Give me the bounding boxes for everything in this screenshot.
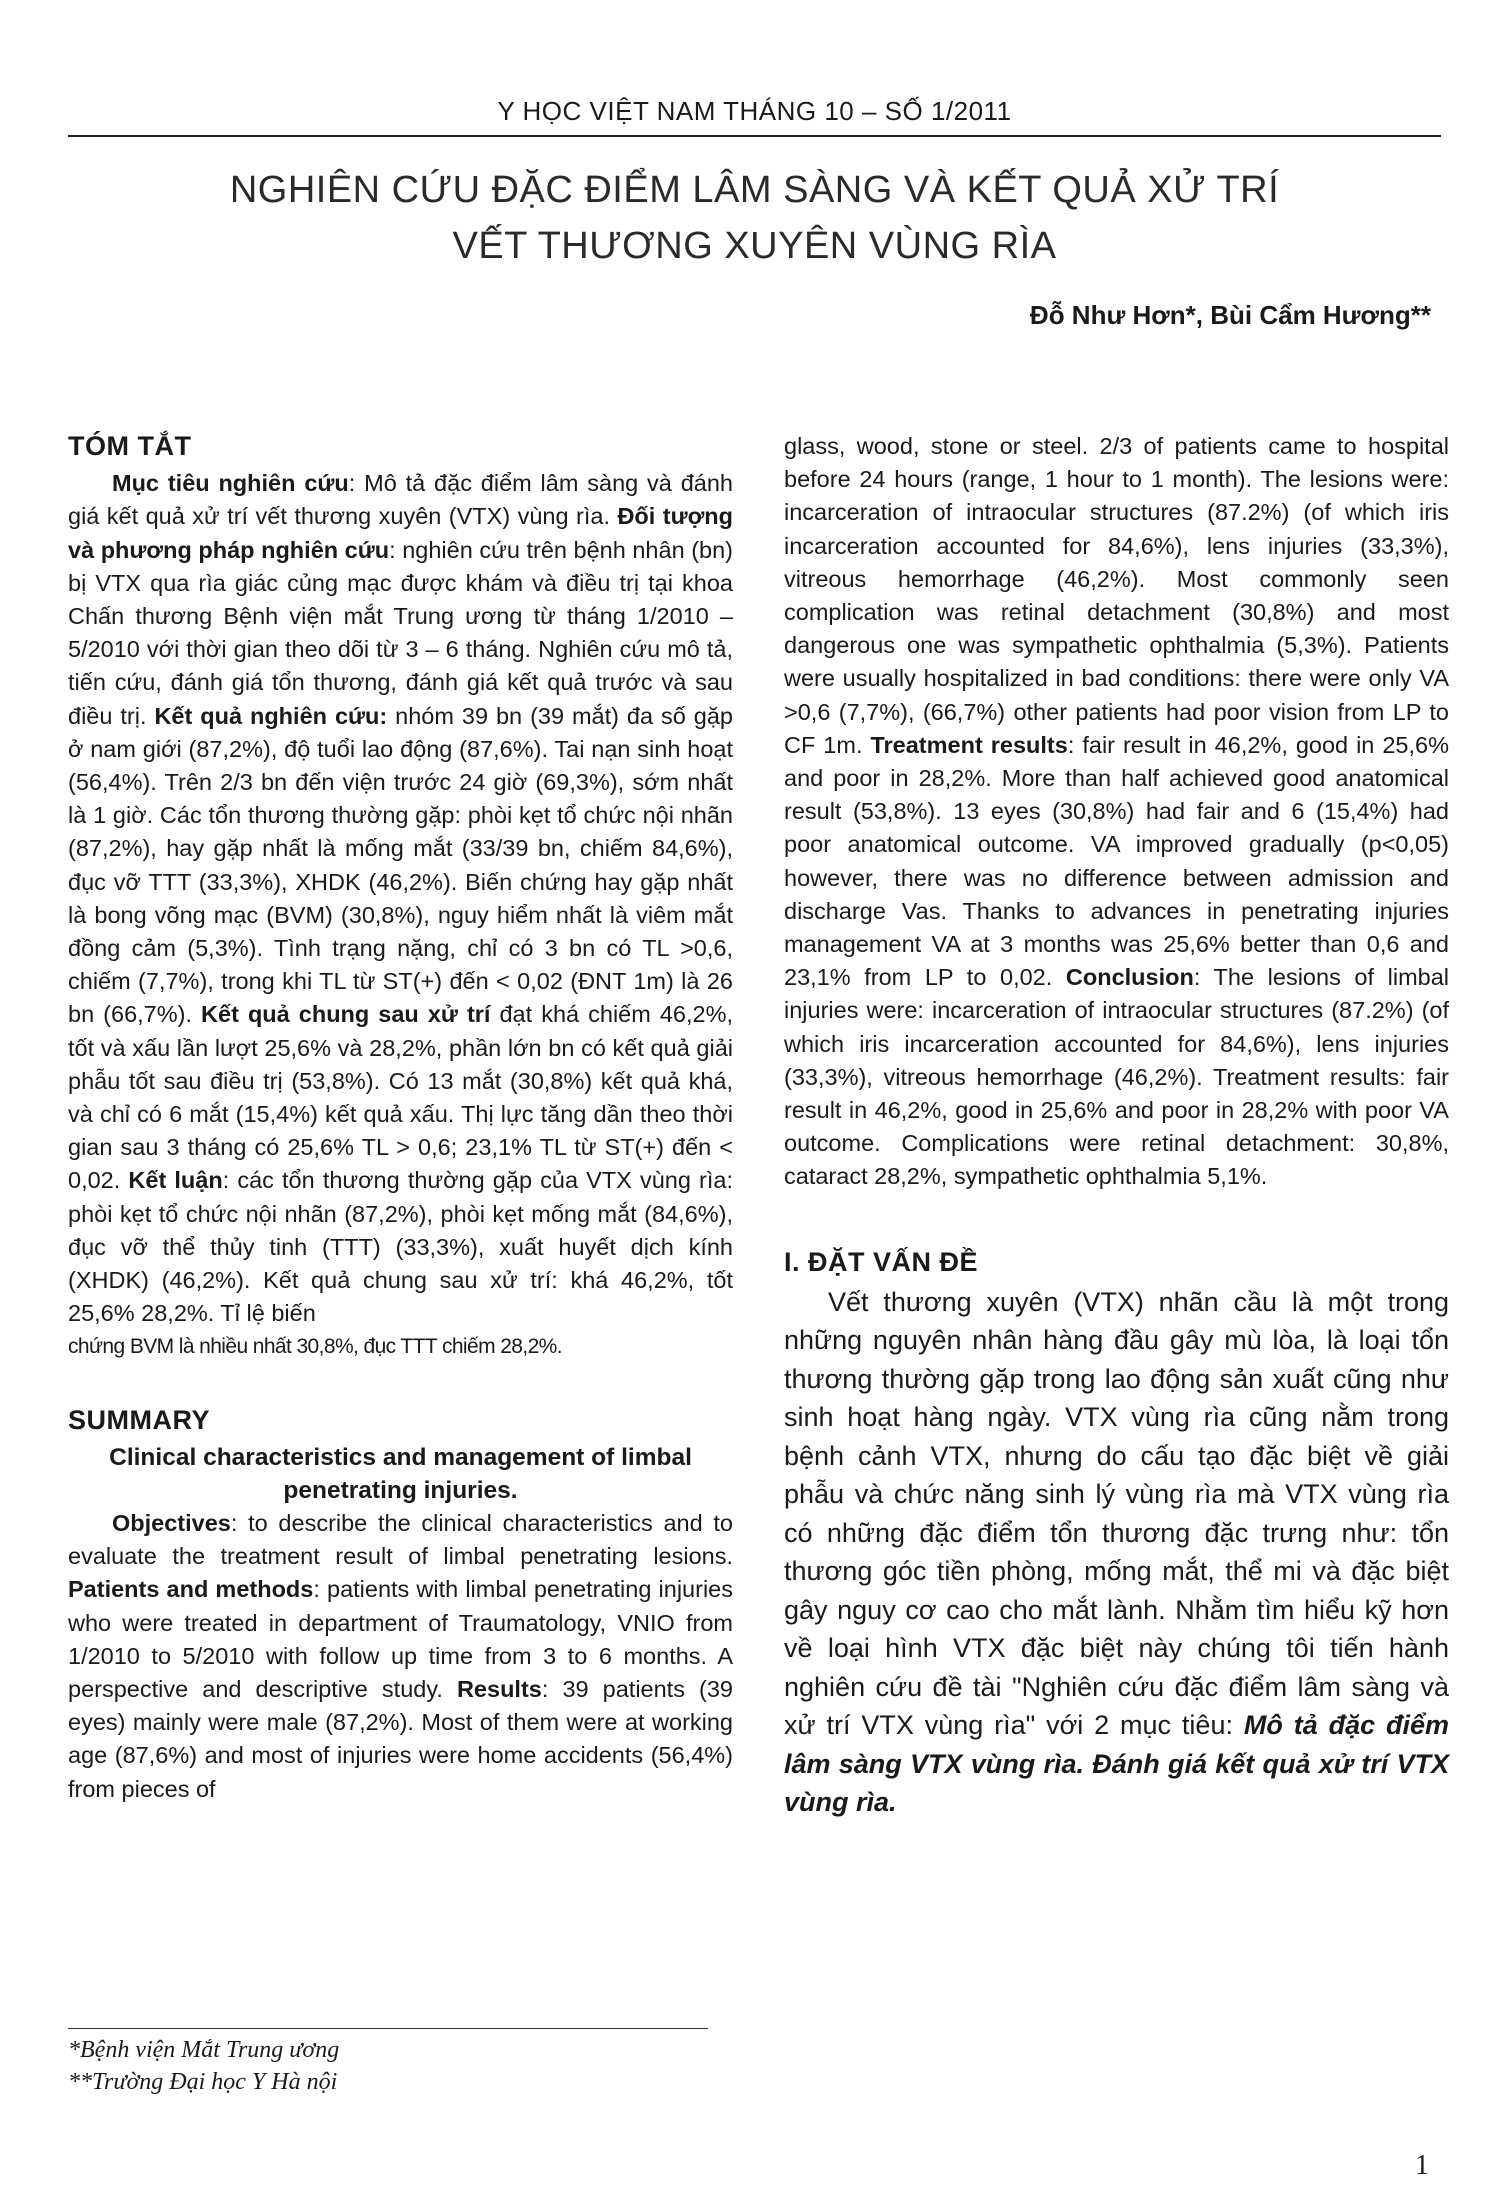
outcome-text: đạt khá chiếm 46,2%, tốt và xấu lần lượt 25,6% và 28,2%, phần lớn bn có kết quả giải phẫu tốt sau điều trị (53,8%). Có 13 mắt (30,8%) kết quả khá, và chỉ có 6 mắt (15,4%) kết quả xấu. Thị lực tăng dần theo thời gian sau 3 tháng có 25,6% TL > 0,6; 23,1% TL từ ST(+) đến < 0,02.: [68, 1001, 734, 1194]
intro-paragraph: [784, 1283, 1449, 1822]
footnote-2: **Trường Đại học Y Hà nội: [68, 2069, 338, 2095]
objective-text: : Mô tả đặc điểm lâm sàng và đánh giá kết quả xử trí vết thương xuyên (VTX) vùng rìa.: [68, 470, 733, 530]
running-head: Y HỌC VIỆT NAM THÁNG 10 – SỐ 1/2011: [497, 96, 1012, 126]
intro-text: Vết thương xuyên (VTX) nhãn cầu là một trong những nguyên nhân hàng đầu gây mù lòa, là loại tổn thương thường gặp trong lao động sản xuất cũng như sinh hoạt hàng ngày. VTX vùng rìa cũng nằm trong bệnh cảnh VTX, nhưng do cấu tạo đặc biệt về giải phẫu và chức năng sinh lý vùng rìa mà VTX vùng rìa có những đặc điểm tổn thương đặc trưng như: tổn thương góc tiền phòng, mống mắt, thể mi và đặc biệt gây nguy cơ cao cho mắt lành. Nhằm tìm hiểu kỹ hơn về loại hình VTX đặc biệt này chúng tôi tiến hành nghiên cứu đề tài "Nghiên cứu đặc điểm lâm sàng và xử trí VTX vùng rìa" với 2 mục tiêu:: [784, 1286, 1449, 1741]
methods-label: Đối tượng và phương pháp nghiên cứu: [68, 503, 733, 563]
spacer: [784, 1194, 1449, 1246]
intro-heading: I. ĐẶT VẤN ĐỀ: [784, 1246, 979, 1277]
footnote-1: *Bệnh viện Mắt Trung ương: [68, 2037, 340, 2063]
footnotes: [68, 2034, 339, 2098]
results-text: nhóm 39 bn (39 mắt) đa số gặp ở nam giới (87,2%), độ tuổi lao động (87,6%). Tai nạn sinh hoạt (56,4%). Trên 2/3 bn đến viện trước 24 giờ (69,3%), sớm nhất là 1 giờ. Các tổn thương thường gặp: phòi kẹt tổ chức nội nhãn (87,2%), hay gặp nhất là mống mắt (33/39 bn, chiếm 84,6%), đục vỡ TTT (33,3%), XHDK (46,2%). Biến chứng hay gặp nhất là bong võng mạc (BVM) (30,8%), nguy hiểm nhất là viêm mắt đồng cảm (5,3%). Tình trạng nặng, chỉ có 3 bn có TL >0,6, chiếm (7,7%), trong khi TL từ ST(+) đến < 0,02 (ĐNT 1m) là 26 bn (66,7%).: [68, 702, 733, 1028]
objectives-text: : to describe the clinical characteristics and to evaluate the treatment result of limbal penetrating lesions.: [68, 1509, 733, 1570]
title-line-2: VẾT THƯƠNG XUYÊN VÙNG RÌA: [452, 225, 1057, 267]
abstract-vi-paragraph: [68, 467, 733, 1330]
spacer: [68, 1364, 733, 1404]
title-line-1: NGHIÊN CỨU ĐẶC ĐIỂM LÂM SÀNG VÀ KẾT QUẢ XỬ TRÍ: [229, 169, 1280, 211]
conclusion-last-line: chứng BVM là nhiều nhất 30,8%, đục TTT chiếm 28,2%.: [68, 1335, 562, 1359]
author-line: Đỗ Như Hơn*, Bùi Cẩm Hương**: [1029, 300, 1431, 330]
conclusion-label: Kết luận: [128, 1167, 223, 1194]
conclusion-en-text: : The lesions of limbal injuries were: incarceration of intraocular structures (87.2%) (of which iris incarceration accounted for 84,6%), lens injuries (33,3%), vitreous hemorrhage (46,2%). Treatment results: fair result in 46,2%, good in 25,6% and poor in 28,2% with poor VA outcome. Complications were retinal detachment: 30,8%, cataract 28,2%, sympathetic ophthalmia 5,1%.: [784, 964, 1450, 1190]
article-title: [100, 162, 1409, 274]
results-en-text-left: : 39 patients (39 eyes) mainly were male (87,2%). Most of them were at working age (87,6%) and most of injuries were home accidents (56,4%) from pieces of: [68, 1675, 733, 1802]
patients-methods-label: Patients and methods: [68, 1576, 314, 1603]
objective-label: Mục tiêu nghiên cứu: [112, 470, 349, 497]
page-number: 1: [1415, 2150, 1429, 2181]
summary-title: Clinical characteristics and management of limbal penetrating injuries.: [109, 1443, 692, 1504]
objectives-label: Objectives: [112, 1509, 231, 1536]
abstract-vi-heading: TÓM TẮT: [68, 431, 192, 461]
summary-paragraph-left: [68, 1507, 733, 1806]
left-column: [68, 430, 733, 1806]
treatment-text: : fair result in 46,2%, good in 25,6% and poor in 28,2%. More than half achieved good anatomical result (53,8%). 13 eyes (30,8%) had fair and 6 (15,4%) had poor anatomical outcome. VA improved gradually (p<0,05) however, there was no difference between admission and discharge Vas. Thanks to advances in penetrating injuries management VA at 3 months was 25,6% better than 0,6 and 23,1% from LP to 0,02.: [784, 731, 1449, 991]
footnote-rule: [68, 2028, 708, 2029]
intro-goals: Mô tả đặc điểm lâm sàng VTX vùng rìa. Đánh giá kết quả xử trí VTX vùng rìa.: [784, 1710, 1449, 1818]
patients-methods-text: : patients with limbal penetrating injuries who were treated in department of Traumatology, VNIO from 1/2010 to 5/2010 with follow up time from 3 to 6 months. A perspective and descriptive study.: [68, 1576, 733, 1702]
header-rule: [68, 135, 1441, 137]
results-label: Kết quả nghiên cứu:: [154, 702, 388, 729]
results-en-label: Results: [456, 1675, 542, 1702]
treatment-label: Treatment results: [870, 731, 1068, 758]
outcome-label: Kết quả chung sau xử trí: [201, 1001, 491, 1028]
results-en-text-right: glass, wood, stone or steel. 2/3 of patients came to hospital before 24 hours (range, 1 hour to 1 month). The lesions were: incarceration of intraocular structures (87.2%) (of which iris incarceration accounted for 84,6%), lens injuries (33,3%), vitreous hemorrhage (46,2%). Most commonly seen complication was retinal detachment (30,8%) and most dangerous one was sympathetic ophthalmia (5,3%). Patients were usually hospitalized in bad conditions: there were only VA >0,6 (7,7%), (66,7%) other patients had poor vision from LP to CF 1m.: [784, 433, 1449, 758]
right-column: [784, 430, 1449, 1822]
methods-text: : nghiên cứu trên bệnh nhân (bn) bị VTX qua rìa giác củng mạc được khám và điều trị tại khoa Chấn thương Bệnh viện mắt Trung ương từ tháng 1/2010 – 5/2010 với thời gian theo dõi từ 3 – 6 tháng. Nghiên cứu mô tả, tiến cứu, đánh giá tổn thương, đánh giá kết quả trước và sau điều trị.: [68, 536, 733, 729]
summary-heading: SUMMARY: [68, 1404, 210, 1435]
summary-paragraph-right: [784, 430, 1449, 1194]
conclusion-en-label: Conclusion: [1065, 964, 1194, 991]
conclusion-text: : các tổn thương thường gặp của VTX vùng rìa: phòi kẹt tổ chức nội nhãn (87,2%), phòi kẹt mống mắt (84,6%), đục vỡ thể thủy tinh (TTT) (33,3%), xuất huyết dịch kính (XHDK) (46,2%). Kết quả chung sau xử trí: khá 46,2%, tốt 25,6% 28,2%. Tỉ lệ biến: [68, 1167, 733, 1327]
